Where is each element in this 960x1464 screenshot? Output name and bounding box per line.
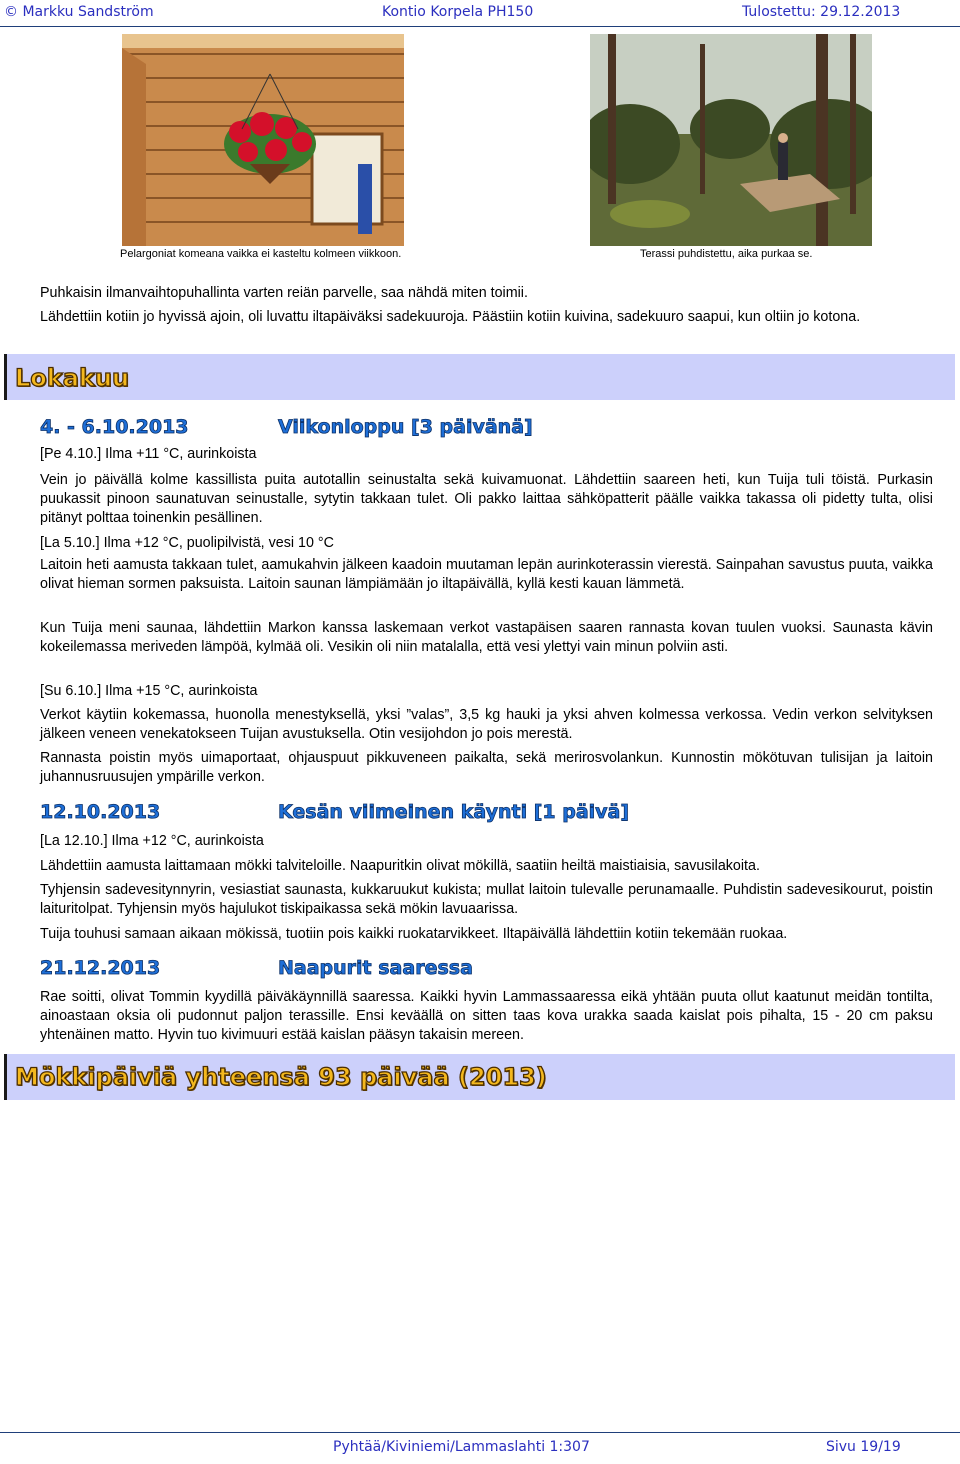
section1-day3: [Su 6.10.] Ilma +15 °C, aurinkoista: [40, 683, 258, 699]
section3-date: 21.12.2013: [40, 957, 161, 979]
footer-location: Pyhtää/Kiviniemi/Lammaslahti 1:307: [333, 1439, 590, 1455]
section1-paragraph-5: Rannasta poistin myös uimaportaat, ohjauspuut pikkuveneen paikalta, sekä merirosvolankun. Kunnostin mökötuvan tulisijan ja laitoin juhannusruusujen ympärille verkon.: [40, 750, 933, 785]
section2-paragraph-1: Lähdettiin aamusta laittamaan mökki talviteloille. Naapuritkin olivat mökillä, saatiin heiltä maistiaisia, savusilakoita.: [40, 858, 760, 874]
footer-page-number: Sivu 19/19: [826, 1439, 901, 1455]
section1-title: Viikonloppu [3 päivänä]: [278, 416, 533, 438]
header-print-date: Tulostettu: 29.12.2013: [742, 4, 901, 20]
photo-terrace: [590, 34, 872, 246]
page-footer: [0, 1432, 960, 1464]
photo-caption-right: Terassi puhdistettu, aika purkaa se.: [640, 248, 813, 260]
section1-day2: [La 5.10.] Ilma +12 °C, puolipilvistä, vesi 10 °C: [40, 535, 334, 551]
photo-caption-left: Pelargoniat komeana vaikka ei kasteltu kolmeen viikkoon.: [120, 248, 402, 260]
intro-paragraph-1: Puhkaisin ilmanvaihtopuhallinta varten reiän parvelle, saa nähdä miten toimii.: [40, 285, 528, 301]
section2-date: 12.10.2013: [40, 801, 161, 823]
section2-paragraph-2: Tyhjensin sadevesitynnyrin, vesiastiat saunasta, kukkaruukut kukista; mullat laitoin tulevalle perunamaalle. Puhdistin sadevesikourut, poistin laituritolpat. Tyhjensin myös hajulukot tiskipaikassa sekä mökin lavuaarissa.: [40, 882, 933, 917]
section1-day1: [Pe 4.10.] Ilma +11 °C, aurinkoista: [40, 446, 257, 462]
section3-title: Naapurit saaressa: [278, 957, 473, 979]
header-title: Kontio Korpela PH150: [382, 4, 534, 20]
section2-paragraph-3: Tuija touhusi samaan aikaan mökissä, tuotiin pois kaikki ruokatarvikkeet. Iltapäivällä lähdettiin kotiin tekemään ruokaa.: [40, 926, 788, 942]
section1-paragraph-4: Verkot käytiin kokemassa, huonolla menestyksellä, yksi ”valas”, 3,5 kg hauki ja yksi ahven kolmessa verkossa. Vedin verkon selvityksen jälkeen veneen venekatokseen Tuijan avustuksella. Otin vesijohdon jo pois merestä.: [40, 707, 933, 742]
geranium-photo-illustration: [122, 34, 404, 246]
section2-title: Kesän viimeinen käynti [1 päivä]: [278, 801, 630, 823]
section3-paragraph-1: Rae soitti, olivat Tommin kyydillä päiväkäynnillä saaressa. Kaikki hyvin Lammassaaressa eikä yhtään puuta ollut kaatunut meidän tontilta, ainoastaan oksia oli pudonnut paljon terassille. Ensi keväällä on sitten taas kova urakka saada kaislat pois pihalta, 15 - 20 cm paksu yhtenäinen matto. Hyvin tuo kivimuuri estää kaislan pääsyn takaisin mereen.: [40, 989, 933, 1043]
section1-date: 4. - 6.10.2013: [40, 416, 189, 438]
section1-paragraph-1: Vein jo päivällä kolme kassillista puita autotallin seinustalta sekä kuivamuonat. Lähdettiin saareen heti, kun Tuija tuli töistä. Purkasin puukassit pinoon saunatuvan seinustalle, sytytin takkaan tulet. Oli pakko laittaa sähköpatterit päälle vaikka takassa oli pidetty tulta, olisi pitänyt polttaa toinenkin pesällinen.: [40, 472, 933, 526]
intro-paragraph-2: Lähdettiin kotiin jo hyvissä ajoin, oli luvattu iltapäiväksi sadekuuroja. Päästiin kotiin kuivina, sadekuuro saapui, kun oltiin jo kotona.: [40, 309, 861, 325]
section1-paragraph-2: Laitoin heti aamusta takkaan tulet, aamukahvin jälkeen kaadoin muutaman lepän aurinkoterassin vierestä. Sainpahan savustus puuta, vaikka olivat hieman sormen paksuista. Laitoin saunan lämpiämään jo iltapäivällä, kyllä kesti kauan lämmetä.: [40, 557, 933, 592]
header-author: © Markku Sandström: [4, 4, 154, 20]
summary-band: [4, 1054, 955, 1100]
photo-geraniums: [122, 34, 404, 246]
summary-heading: Mökkipäiviä yhteensä 93 päivää (2013): [15, 1063, 547, 1091]
terrace-photo-illustration: [590, 34, 872, 246]
section2-day1: [La 12.10.] Ilma +12 °C, aurinkoista: [40, 833, 264, 849]
section1-paragraph-3: Kun Tuija meni saunaa, lähdettiin Markon kanssa laskemaan verkot vastapäisen saaren rannasta kovan tuulen vuoksi. Saunasta kävin kokeilemassa meriveden lämpöä, kylmää oli. Vesikin oli niin matalalla, että vesi ylettyi vain minun polviin asti.: [40, 620, 933, 655]
month-heading: Lokakuu: [15, 364, 130, 392]
page-header: [0, 0, 960, 27]
month-band: [4, 354, 955, 400]
